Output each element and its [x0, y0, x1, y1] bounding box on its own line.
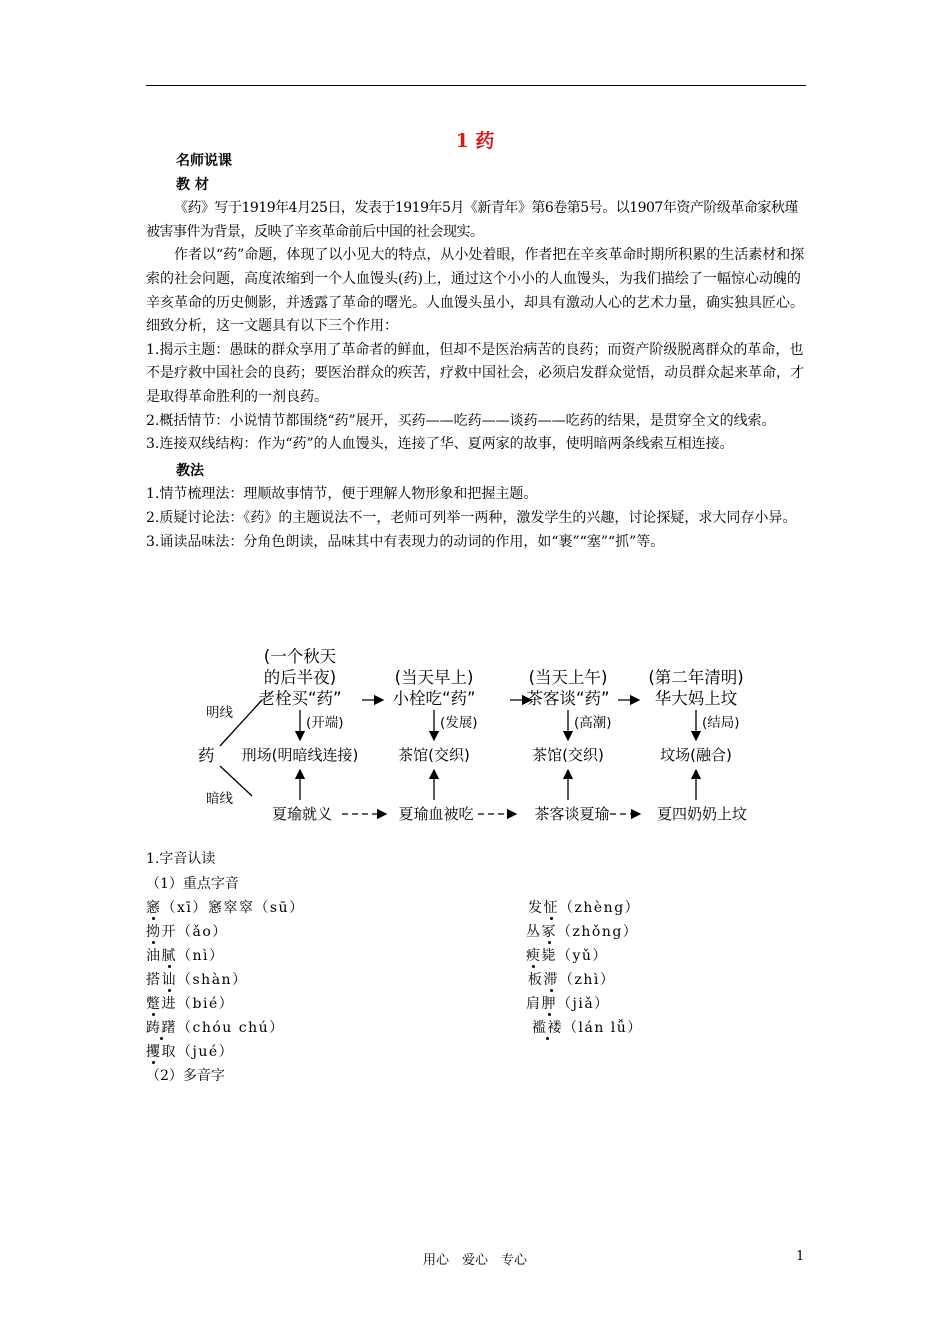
document-body: [146, 150, 806, 554]
event-3: 茶客谈“药”: [526, 689, 610, 708]
method-1: 1.情节梳理法：理顺故事情节，便于理解人物形象和把握主题。: [146, 486, 538, 503]
event-2: 小栓吃“药”: [392, 689, 476, 708]
time-1b: 的后半夜): [263, 668, 337, 687]
paragraph-2: 作者以“药”命题，体现了以小见大的特点，从小处着眼，作者把在辛亥革命时期所积累的生活素材和探索的社会问题，高度浓缩到一个人血馒头(药)上，通过这个小小的人血馒头，为我们描绘了一幅惊心动魄的辛亥革命的历史侧影，并透露了革命的曙光。人血馒头虽小，却具有激动人心的艺术力量，确实独具匠心。细致分析，这一文题具有以下三个作用：: [146, 247, 805, 335]
paragraph-5: 3.连接双线结构：作为“药”的人血馒头，连接了华、夏两家的故事，使明暗两条线索互相连接。: [146, 436, 734, 453]
stage-1: (开端): [306, 715, 344, 731]
time-2: (当天早上): [394, 668, 474, 687]
bright-line-label: 明线: [206, 705, 233, 721]
header-rule: [146, 85, 806, 86]
pron-right-6: 褴褛（lán lǚ）: [532, 1017, 643, 1037]
heading-method: 教法: [176, 462, 204, 479]
method-3: 3.诵读品味法：分角色朗读，品味其中有表现力的动词的作用，如“裹”“塞”“抓”等。: [146, 533, 665, 550]
place-4: 坟场(融合): [660, 746, 732, 764]
heading-teacher: 名师说课: [176, 153, 232, 169]
pron-right-5: 肩胛（jiǎ）: [526, 993, 610, 1013]
place-2: 茶馆(交织): [398, 746, 470, 764]
pron-left-2: 拗开（ǎo）: [146, 921, 228, 941]
pron-left-5: 蹩进（bié）: [146, 993, 234, 1013]
page-number: 1: [796, 1249, 805, 1264]
time-3: (当天上午): [528, 668, 608, 687]
pron-left-1: 窸（xī）窸窣窣（sū）: [146, 897, 305, 917]
dark-3: 茶客谈夏瑜: [534, 805, 610, 823]
stage-4: (结局): [702, 715, 740, 731]
pron-left-6: 踌躇（chóu chú）: [146, 1017, 285, 1037]
stage-2: (发展): [440, 715, 478, 731]
pron-sub2: （2）多音字: [146, 1068, 225, 1084]
place-1: 刑场(明暗线连接): [241, 746, 359, 764]
place-3: 茶馆(交织): [532, 746, 604, 764]
pron-heading: 1.字音认读: [146, 851, 216, 867]
medicine-label: 药: [198, 746, 215, 765]
pron-right-3: 瘐毙（yǔ）: [526, 945, 608, 965]
stage-3: (高潮): [574, 715, 612, 731]
paragraph-1: 《药》写于1919年4月25日，发表于1919年5月《新青年》第6卷第5号。以1907年资产阶级革命家秋瑾被害事件为背景，反映了辛亥革命前后中国的社会现实。: [146, 200, 798, 240]
dark-4: 夏四奶奶上坟: [656, 805, 748, 823]
dark-2: 夏瑜血被吃: [398, 805, 474, 823]
time-4: (第二年清明): [648, 668, 744, 687]
dark-line-label: 暗线: [206, 791, 233, 807]
heading-material: 教 材: [176, 176, 209, 193]
footer-motto: 用心 爱心 专心: [422, 1253, 527, 1268]
pron-sub1: （1）重点字音: [146, 876, 239, 892]
pron-left-7: 攫取（jué）: [146, 1041, 234, 1061]
method-2: 2.质疑讨论法：《药》的主题说法不一，老师可列举一两种，激发学生的兴趣，讨论探疑，求大同存小异。: [146, 509, 797, 526]
pron-left-4: 搭讪（shàn）: [146, 969, 248, 989]
pron-right-1: 发怔（zhèng）: [528, 897, 640, 917]
time-1a: (一个秋天: [263, 647, 337, 666]
page-title: 1 药: [455, 130, 495, 152]
pron-right-2: 丛冢（zhǒng）: [526, 921, 638, 941]
event-1: 老栓买“药”: [258, 689, 342, 708]
paragraph-4: 2.概括情节：小说情节都围绕“药”展开，买药——吃药——谈药——吃药的结果，是贯穿全文的线索。: [146, 412, 776, 429]
pron-left-3: 油腻（nì）: [146, 945, 225, 965]
dark-1: 夏瑜就义: [271, 805, 333, 823]
plot-diagram: [190, 648, 780, 838]
pron-right-4: 板滞（zhì）: [528, 969, 615, 989]
paragraph-3: 1.揭示主题：愚昧的群众享用了革命者的鲜血，但却不是医治病苦的良药；而资产阶级脱离群众的革命，也不是疗救中国社会的良药；要医治群众的疾苦，疗救中国社会，必须启发群众觉悟，动员群众起来革命，才是取得革命胜利的一剂良药。: [146, 341, 804, 405]
event-4: 华大妈上坟: [654, 689, 738, 708]
